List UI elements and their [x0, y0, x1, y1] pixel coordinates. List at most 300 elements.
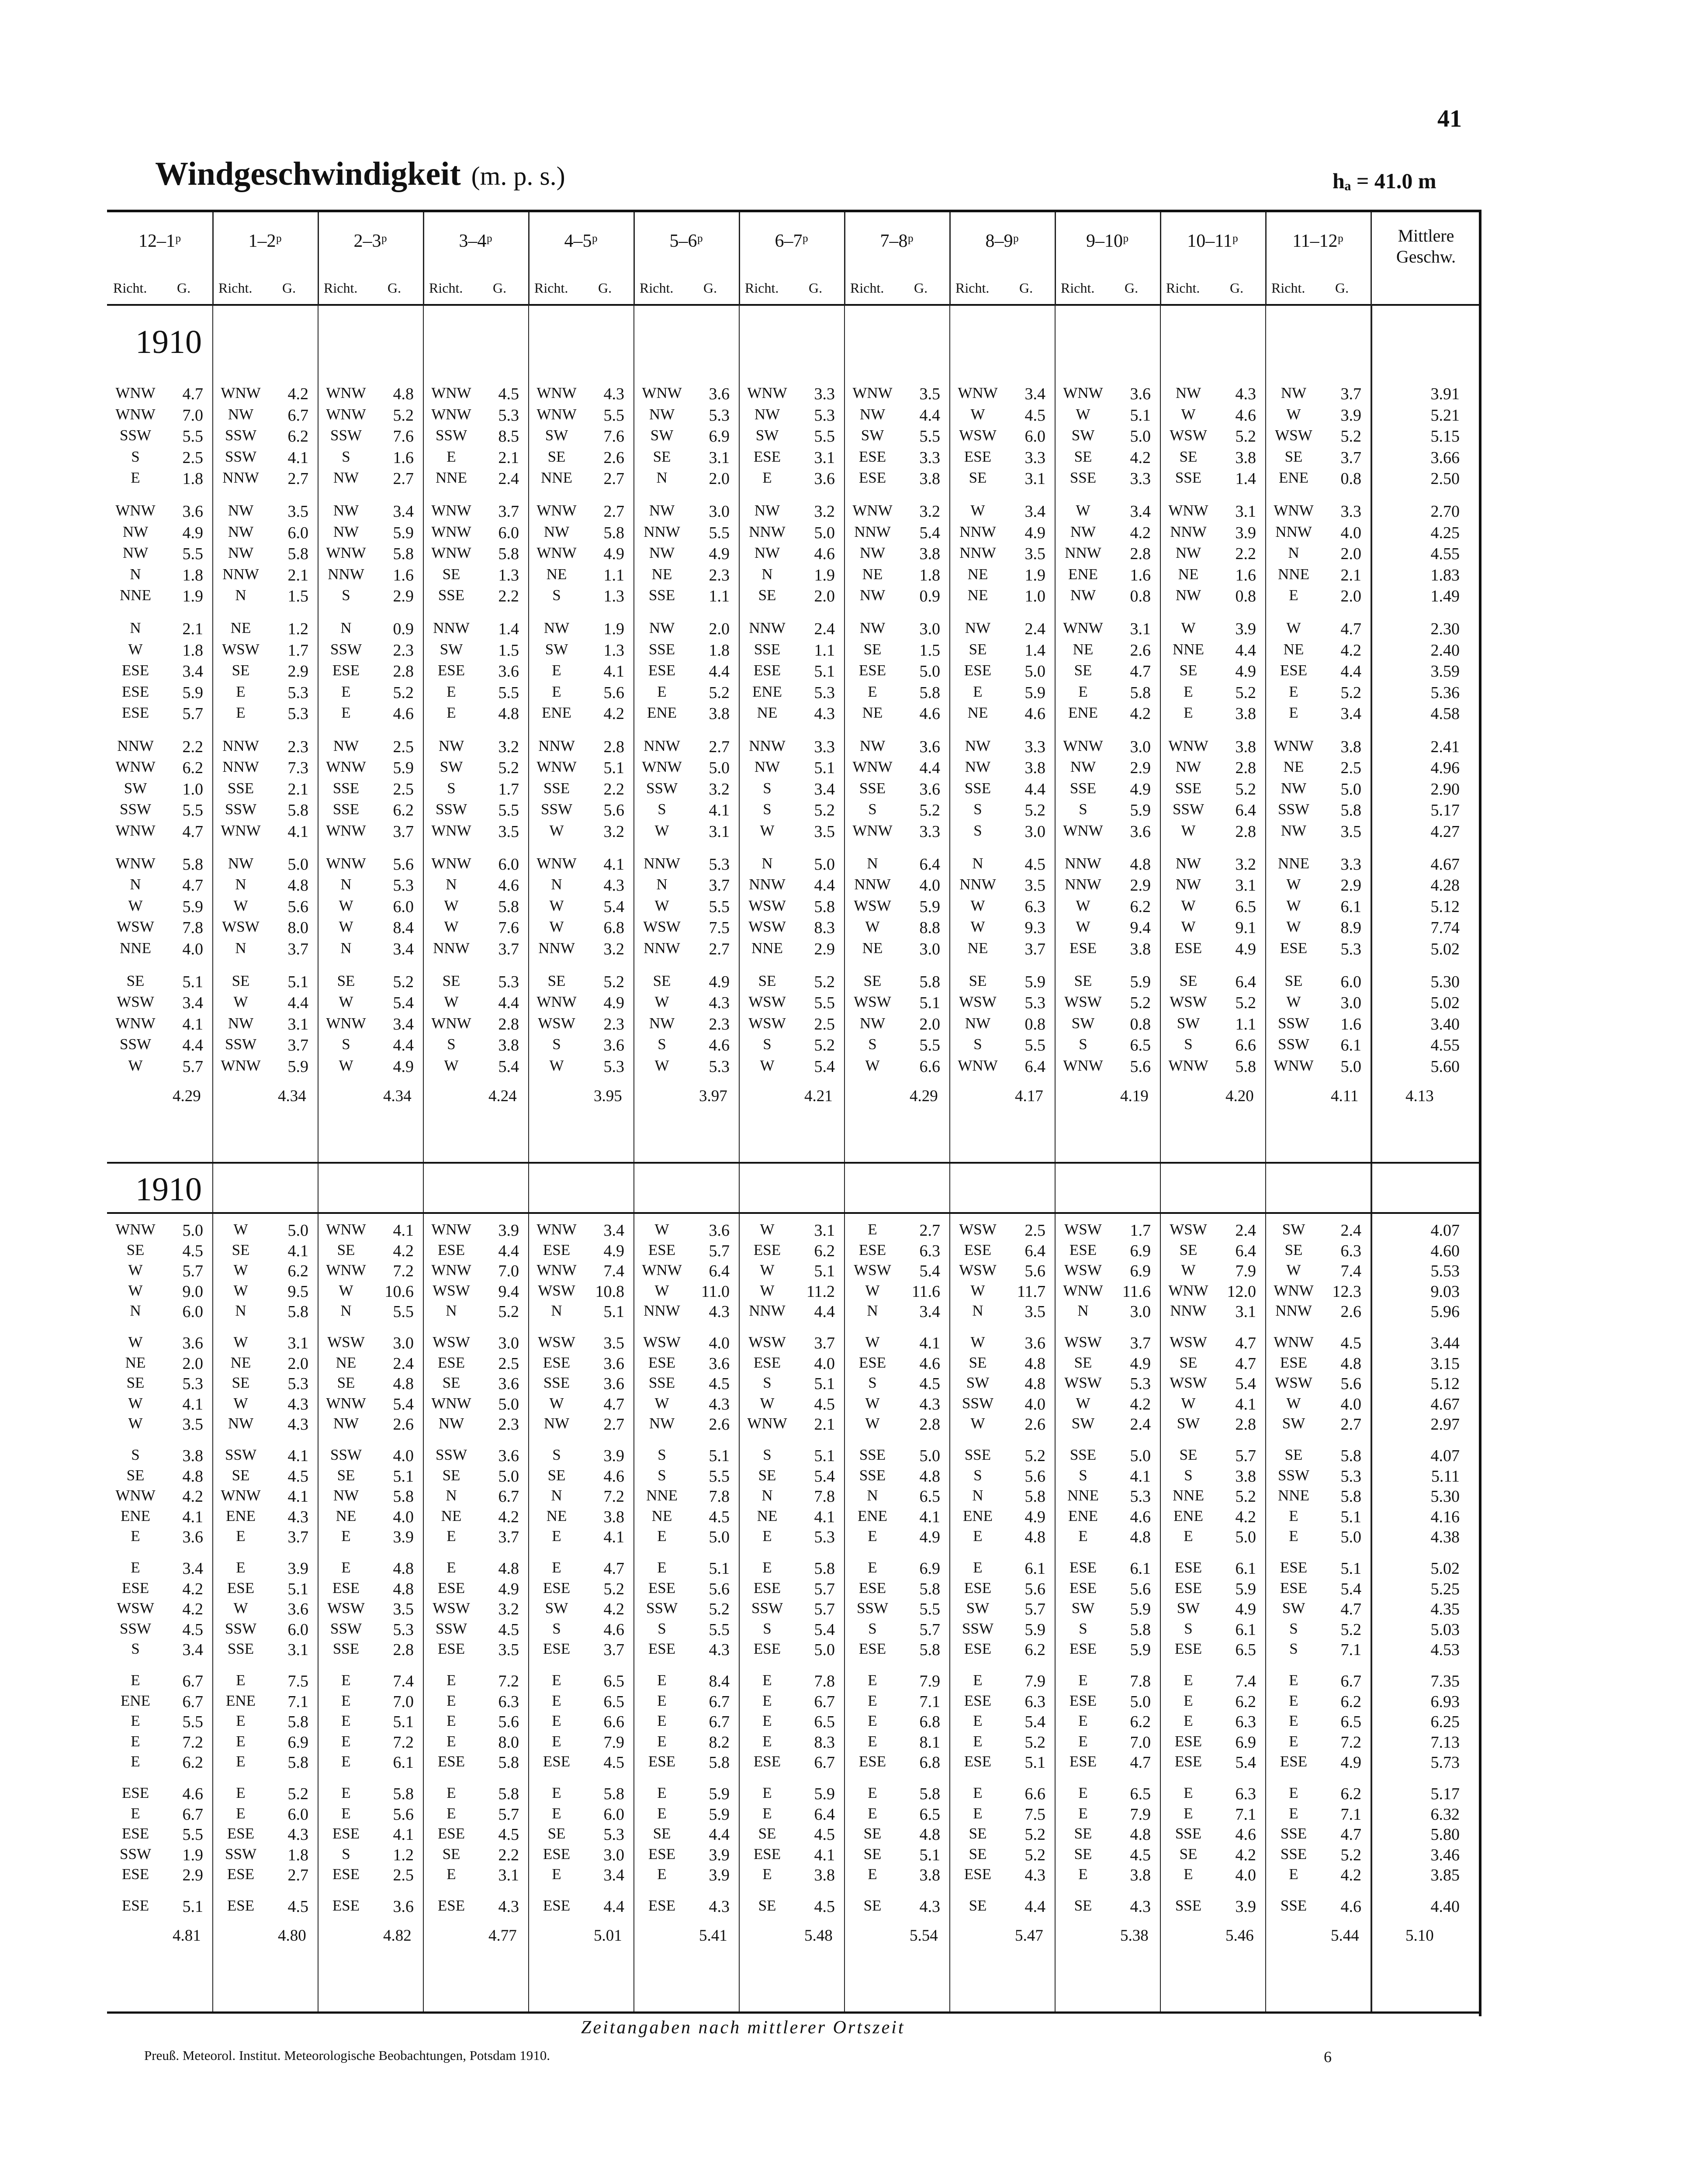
wind-speed: 5.2	[1025, 1733, 1045, 1752]
wind-direction: WNW	[115, 502, 156, 519]
daily-mean: 5.96	[1430, 1303, 1460, 1321]
subheader-direction: Richt.	[640, 280, 674, 296]
wind-direction: E	[1184, 1866, 1193, 1883]
wind-direction: NW	[965, 1014, 991, 1032]
wind-speed: 5.3	[393, 1620, 414, 1639]
wind-direction: SSW	[225, 1620, 256, 1637]
wind-direction: SE	[1179, 1241, 1198, 1258]
wind-speed: 3.6	[709, 1354, 730, 1373]
wind-direction: SE	[1074, 972, 1092, 989]
wind-speed: 4.9	[603, 994, 624, 1013]
wind-direction: ESE	[1174, 1579, 1202, 1597]
wind-direction: SSW	[330, 640, 362, 658]
wind-speed: 7.1	[1340, 1641, 1361, 1659]
column-mean: 4.19	[1120, 1087, 1149, 1106]
wind-direction: W	[233, 1600, 248, 1617]
wind-speed: 5.4	[919, 523, 940, 542]
wind-speed: 4.1	[182, 1395, 203, 1413]
wind-speed: 3.9	[1340, 406, 1361, 425]
wind-speed: 2.8	[603, 737, 624, 756]
wind-direction: E	[868, 1866, 877, 1883]
wind-direction: SSE	[1280, 1825, 1307, 1842]
wind-speed: 3.4	[393, 1015, 414, 1033]
wind-speed: 5.9	[709, 1785, 730, 1804]
wind-speed: 5.3	[1340, 940, 1361, 958]
wind-direction: W	[233, 1394, 248, 1412]
wind-speed: 1.9	[1025, 566, 1045, 584]
column-mean: 4.34	[278, 1087, 306, 1106]
wind-direction: E	[1184, 1692, 1193, 1709]
wind-direction: SSW	[225, 1845, 256, 1863]
wind-direction: SSE	[332, 1640, 360, 1658]
wind-direction: S	[658, 801, 666, 818]
wind-speed: 3.2	[498, 737, 519, 756]
year-label: 1910	[135, 324, 202, 360]
wind-speed: 4.3	[814, 705, 835, 723]
wind-direction: W	[760, 1282, 775, 1299]
wind-speed: 5.5	[919, 1036, 940, 1055]
wind-direction: E	[552, 1712, 561, 1730]
wind-speed: 3.7	[1025, 940, 1045, 958]
wind-direction: WNW	[747, 1415, 787, 1432]
wind-direction: E	[762, 1712, 772, 1730]
hour-label: 3–4ᵖ	[459, 231, 492, 251]
wind-speed: 3.6	[603, 1375, 624, 1393]
wind-direction: SSE	[964, 1446, 991, 1464]
wind-speed: 4.1	[287, 1487, 308, 1506]
wind-speed: 3.5	[498, 822, 519, 841]
wind-speed: 5.5	[709, 523, 730, 542]
wind-speed: 5.4	[814, 1467, 835, 1486]
wind-direction: SSW	[436, 1446, 467, 1464]
wind-direction: ESE	[121, 1825, 149, 1842]
wind-direction: WNW	[326, 758, 366, 776]
wind-speed: 6.2	[1235, 1692, 1256, 1711]
wind-direction: SE	[863, 972, 882, 989]
wind-speed: 4.1	[1130, 1467, 1151, 1486]
wind-direction: E	[762, 469, 772, 486]
wind-speed: 3.8	[182, 1447, 203, 1465]
wind-speed: 4.8	[1025, 1528, 1045, 1547]
wind-speed: 3.4	[182, 1559, 203, 1578]
wind-speed: 5.6	[498, 1713, 519, 1731]
wind-direction: ESE	[437, 1897, 465, 1914]
wind-speed: 4.4	[393, 1036, 414, 1055]
wind-speed: 5.0	[814, 1641, 835, 1659]
wind-speed: 0.9	[393, 620, 414, 639]
wind-speed: 2.8	[1235, 1415, 1256, 1434]
wind-direction: ESE	[648, 1640, 676, 1658]
wind-direction: E	[1184, 704, 1193, 722]
wind-direction: W	[1076, 918, 1090, 936]
wind-speed: 2.3	[603, 1015, 624, 1033]
wind-direction: N	[235, 939, 246, 957]
wind-direction: E	[762, 1784, 772, 1802]
wind-speed: 3.1	[498, 1866, 519, 1885]
wind-direction: NNW	[959, 876, 996, 893]
wind-direction: ESE	[753, 448, 781, 465]
wind-direction: WNW	[326, 405, 366, 423]
wind-direction: W	[233, 1221, 248, 1238]
wind-speed: 6.6	[1235, 1036, 1256, 1055]
wind-direction: E	[1078, 1804, 1088, 1822]
wind-direction: N	[1288, 544, 1299, 562]
wind-direction: S	[447, 779, 456, 797]
wind-direction: NW	[965, 619, 991, 637]
wind-direction: ENE	[962, 1507, 993, 1524]
wind-direction: NE	[967, 939, 988, 957]
column-mean: 5.46	[1225, 1926, 1254, 1945]
wind-direction: ESE	[1280, 1559, 1308, 1576]
wind-direction: E	[762, 1866, 772, 1883]
wind-direction: E	[973, 1784, 983, 1802]
wind-direction: SSE	[964, 779, 991, 797]
wind-speed: 4.1	[603, 662, 624, 681]
wind-speed: 3.6	[919, 737, 940, 756]
wind-direction: ESE	[858, 1640, 886, 1658]
daily-mean: 5.17	[1430, 1785, 1460, 1804]
column-mean: 4.82	[383, 1926, 412, 1945]
wind-speed: 5.7	[498, 1805, 519, 1824]
wind-speed: 3.3	[1025, 448, 1045, 467]
wind-speed: 4.5	[498, 1620, 519, 1639]
wind-direction: W	[970, 1415, 985, 1432]
wind-speed: 6.2	[182, 1753, 203, 1772]
wind-direction: SE	[1179, 1446, 1198, 1464]
wind-speed: 6.5	[603, 1692, 624, 1711]
wind-speed: 5.9	[709, 1805, 730, 1824]
column-mean: 4.24	[488, 1087, 517, 1106]
wind-direction: ESE	[1069, 1241, 1097, 1258]
wind-direction: SSE	[1070, 469, 1097, 486]
wind-direction: ESE	[648, 1897, 676, 1914]
wind-speed: 3.5	[603, 1334, 624, 1353]
daily-mean: 2.90	[1430, 780, 1460, 798]
wind-speed: 3.4	[393, 502, 414, 521]
wind-direction: S	[1079, 1036, 1087, 1053]
wind-direction: SE	[126, 972, 145, 989]
wind-direction: SE	[1284, 1446, 1303, 1464]
wind-speed: 1.9	[182, 1845, 203, 1864]
wind-speed: 6.5	[1340, 1713, 1361, 1731]
wind-direction: NE	[862, 704, 883, 722]
wind-speed: 5.7	[182, 1262, 203, 1280]
wind-direction: WSW	[433, 1600, 470, 1617]
wind-speed: 7.1	[919, 1692, 940, 1711]
wind-speed: 4.8	[1130, 855, 1151, 874]
wind-direction: WSW	[538, 1282, 575, 1299]
wind-speed: 3.1	[1130, 620, 1151, 639]
wind-speed: 6.6	[919, 1057, 940, 1076]
wind-speed: 4.3	[1025, 1866, 1045, 1885]
mean-header: Mittlere Geschw.	[1396, 226, 1456, 266]
wind-direction: SE	[442, 1466, 460, 1484]
hour-label: 2–3ᵖ	[353, 231, 387, 251]
wind-speed: 6.4	[709, 1262, 730, 1280]
wind-speed: 4.9	[1025, 1507, 1045, 1526]
wind-speed: 2.8	[1235, 822, 1256, 841]
wind-direction: W	[549, 822, 564, 839]
wind-speed: 7.5	[709, 919, 730, 937]
wind-speed: 6.4	[1025, 1241, 1045, 1260]
wind-speed: 2.5	[393, 780, 414, 798]
wind-direction: W	[1181, 1394, 1196, 1412]
wind-speed: 1.6	[1235, 566, 1256, 584]
wind-direction: SSE	[1070, 779, 1097, 797]
wind-direction: W	[1286, 405, 1301, 423]
wind-direction: W	[654, 822, 669, 839]
wind-direction: NW	[649, 619, 675, 637]
wind-speed: 2.5	[1340, 759, 1361, 778]
wind-speed: 9.4	[1130, 919, 1151, 937]
wind-speed: 3.6	[287, 1600, 308, 1619]
wind-speed: 5.9	[1025, 1620, 1045, 1639]
wind-direction: SSW	[646, 779, 678, 797]
daily-mean: 5.03	[1430, 1620, 1460, 1639]
hour-label: 9–10ᵖ	[1086, 231, 1129, 251]
wind-speed: 2.4	[1340, 1221, 1361, 1240]
wind-speed: 4.2	[182, 1600, 203, 1619]
wind-direction: SSW	[330, 1620, 362, 1637]
hour-label: 6–7ᵖ	[775, 231, 808, 251]
wind-direction: ESE	[858, 448, 886, 465]
wind-speed: 6.1	[1235, 1559, 1256, 1578]
wind-speed: 4.8	[393, 385, 414, 403]
wind-speed: 9.0	[182, 1282, 203, 1301]
wind-direction: E	[446, 683, 456, 700]
wind-speed: 5.6	[1130, 1057, 1151, 1076]
wind-speed: 5.0	[919, 662, 940, 681]
daily-mean: 4.25	[1430, 523, 1460, 542]
wind-speed: 2.0	[814, 587, 835, 606]
wind-direction: WNW	[115, 1221, 156, 1238]
wind-direction: ESE	[648, 1845, 676, 1863]
wind-direction: E	[236, 1527, 246, 1545]
wind-direction: SE	[232, 1374, 250, 1392]
wind-direction: SW	[545, 1600, 568, 1617]
wind-speed: 4.3	[1130, 1897, 1151, 1916]
wind-speed: 1.9	[182, 587, 203, 606]
wind-speed: 1.8	[709, 641, 730, 660]
wind-direction: NNW	[1065, 854, 1101, 872]
wind-speed: 5.8	[182, 855, 203, 874]
wind-direction: WNW	[115, 822, 156, 839]
wind-speed: 2.7	[287, 1866, 308, 1885]
wind-speed: 7.8	[814, 1487, 835, 1506]
wind-speed: 3.3	[1340, 502, 1361, 521]
wind-direction: NNW	[222, 469, 259, 486]
wind-speed: 2.6	[1025, 1415, 1045, 1434]
wind-direction: NNW	[1170, 523, 1207, 540]
wind-direction: WNW	[536, 758, 577, 776]
wind-speed: 4.4	[287, 994, 308, 1013]
wind-direction: ESE	[858, 662, 886, 679]
wind-direction: E	[762, 1559, 772, 1576]
wind-direction: SSE	[332, 801, 360, 818]
wind-speed: 4.1	[182, 1507, 203, 1526]
wind-speed: 3.9	[393, 1528, 414, 1547]
wind-direction: WNW	[115, 758, 156, 776]
wind-speed: 2.9	[287, 662, 308, 681]
wind-direction: ESE	[437, 1354, 465, 1371]
wind-direction: S	[131, 1640, 140, 1658]
daily-mean: 5.02	[1430, 940, 1460, 958]
wind-speed: 5.1	[709, 1559, 730, 1578]
wind-direction: SW	[1282, 1415, 1305, 1432]
wind-direction: WNW	[115, 405, 156, 423]
wind-speed: 9.4	[498, 1282, 519, 1301]
wind-direction: ESE	[121, 1784, 149, 1802]
wind-direction: W	[1181, 897, 1196, 914]
wind-speed: 5.6	[1025, 1579, 1045, 1598]
wind-speed: 3.7	[498, 502, 519, 521]
wind-direction: N	[235, 1302, 246, 1319]
wind-speed: 6.2	[287, 1262, 308, 1280]
wind-speed: 3.6	[919, 780, 940, 798]
wind-direction: WNW	[642, 384, 682, 401]
wind-speed: 12.3	[1332, 1282, 1361, 1301]
wind-direction: S	[868, 1036, 877, 1053]
wind-direction: WSW	[1170, 1374, 1207, 1392]
wind-speed: 4.1	[393, 1221, 414, 1240]
wind-direction: E	[341, 704, 351, 722]
daily-mean: 5.21	[1430, 406, 1460, 425]
wind-speed: 5.3	[498, 972, 519, 991]
wind-speed: 3.5	[287, 502, 308, 521]
wind-speed: 3.6	[498, 662, 519, 681]
wind-direction: E	[446, 1559, 456, 1576]
wind-speed: 1.1	[709, 587, 730, 606]
wind-direction: NE	[651, 565, 672, 583]
subheader-direction: Richt.	[534, 280, 568, 296]
wind-speed: 2.2	[603, 780, 624, 798]
wind-direction: W	[865, 918, 880, 936]
wind-speed: 4.3	[919, 1897, 940, 1916]
wind-direction: NNW	[959, 523, 996, 540]
wind-speed: 2.4	[1025, 620, 1045, 639]
hour-label: 5–6ᵖ	[669, 231, 703, 251]
daily-mean: 2.97	[1430, 1415, 1460, 1434]
subheader-speed: G.	[914, 280, 928, 296]
wind-direction: SSE	[543, 1374, 570, 1392]
wind-speed: 1.0	[182, 780, 203, 798]
wind-direction: NW	[333, 1487, 359, 1504]
wind-speed: 4.4	[709, 1825, 730, 1844]
wind-direction: NNW	[644, 737, 680, 754]
wind-direction: ENE	[647, 704, 677, 722]
wind-direction: E	[236, 1712, 246, 1730]
wind-speed: 3.6	[393, 1897, 414, 1916]
hour-label: 1–2ᵖ	[248, 231, 282, 251]
daily-mean: 5.60	[1430, 1057, 1460, 1076]
wind-direction: SE	[547, 1825, 566, 1842]
wind-speed: 6.0	[287, 1620, 308, 1639]
wind-speed: 5.1	[287, 1579, 308, 1598]
wind-speed: 5.5	[182, 545, 203, 563]
wind-speed: 1.4	[498, 620, 519, 639]
wind-direction: ESE	[437, 1241, 465, 1258]
wind-direction: NNW	[433, 939, 470, 957]
wind-direction: SSW	[120, 801, 151, 818]
wind-speed: 7.6	[603, 427, 624, 446]
wind-direction: SE	[1074, 1825, 1092, 1842]
wind-speed: 4.7	[1130, 1753, 1151, 1772]
wind-direction: SSW	[120, 1036, 151, 1053]
wind-speed: 5.0	[1235, 1528, 1256, 1547]
wind-speed: 2.0	[182, 1354, 203, 1373]
daily-mean: 4.38	[1430, 1528, 1460, 1547]
wind-speed: 5.5	[709, 1620, 730, 1639]
wind-speed: 5.1	[1340, 1559, 1361, 1578]
wind-direction: S	[658, 1620, 666, 1637]
wind-direction: E	[868, 1221, 877, 1238]
wind-direction: SE	[442, 565, 460, 583]
wind-direction: W	[128, 1261, 143, 1279]
wind-direction: ESE	[648, 1241, 676, 1258]
wind-speed: 3.7	[393, 822, 414, 841]
wind-speed: 6.5	[814, 1713, 835, 1731]
wind-direction: SSE	[1280, 1845, 1307, 1863]
wind-speed: 3.3	[919, 448, 940, 467]
wind-speed: 6.5	[1130, 1036, 1151, 1055]
wind-direction: ESE	[858, 1753, 886, 1770]
wind-direction: SE	[653, 448, 671, 465]
wind-speed: 3.6	[182, 1528, 203, 1547]
wind-direction: ENE	[225, 1507, 256, 1524]
wind-direction: WNW	[431, 1014, 471, 1032]
wind-direction: E	[552, 683, 561, 700]
wind-speed: 4.1	[709, 801, 730, 820]
wind-direction: SE	[1074, 1897, 1092, 1914]
wind-direction: WSW	[1064, 1334, 1102, 1351]
wind-speed: 5.3	[603, 1825, 624, 1844]
wind-direction: E	[446, 1692, 456, 1709]
wind-speed: 4.2	[287, 385, 308, 403]
wind-speed: 4.4	[919, 406, 940, 425]
wind-speed: 9.3	[1025, 919, 1045, 937]
wind-direction: W	[1181, 405, 1196, 423]
wind-direction: E	[1289, 587, 1298, 604]
wind-direction: SSW	[962, 1620, 993, 1637]
wind-speed: 3.4	[814, 780, 835, 798]
wind-direction: WSW	[433, 1282, 470, 1299]
daily-mean: 5.17	[1430, 801, 1460, 820]
wind-speed: 6.2	[1340, 1692, 1361, 1711]
subheader-speed: G.	[1125, 280, 1139, 296]
wind-speed: 4.5	[1025, 855, 1045, 874]
wind-direction: ESE	[437, 662, 465, 679]
wind-direction: W	[865, 1282, 880, 1299]
wind-speed: 8.4	[709, 1672, 730, 1691]
wind-direction: W	[654, 993, 669, 1011]
daily-mean: 7.13	[1430, 1733, 1460, 1752]
wind-speed: 5.5	[603, 406, 624, 425]
subheader-speed: G.	[809, 280, 823, 296]
wind-direction: WSW	[748, 1014, 786, 1032]
wind-speed: 0.8	[1130, 1015, 1151, 1033]
wind-speed: 4.1	[287, 1241, 308, 1260]
wind-direction: NW	[543, 619, 570, 637]
wind-direction: WSW	[117, 1600, 154, 1617]
wind-direction: NE	[1283, 640, 1304, 658]
wind-speed: 10.6	[384, 1282, 414, 1301]
subheader-speed: G.	[388, 280, 402, 296]
wind-speed: 3.6	[1130, 385, 1151, 403]
wind-speed: 5.6	[1130, 1579, 1151, 1598]
wind-direction: WNW	[431, 523, 471, 540]
wind-direction: WNW	[642, 758, 682, 776]
wind-speed: 2.7	[287, 470, 308, 488]
